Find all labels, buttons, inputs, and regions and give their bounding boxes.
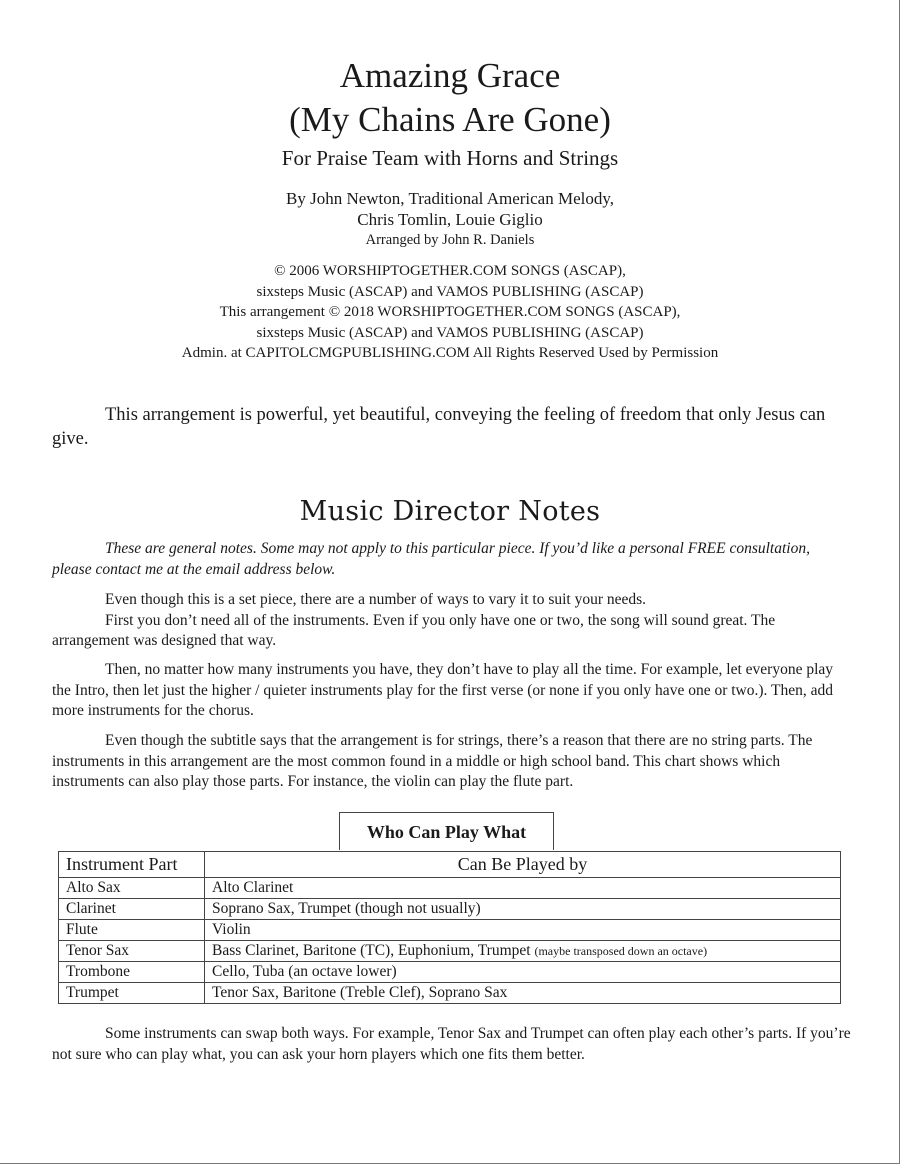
instrument-part-cell: Tenor Sax bbox=[59, 941, 205, 962]
copyright-line: © 2006 WORSHIPTOGETHER.COM SONGS (ASCAP), bbox=[274, 263, 626, 279]
credits bbox=[0, 188, 900, 250]
notes-paragraph-1b: First you don’t need all of the instruments. Even if you only have one or two, the song will sound great. The arrangement was designed that way. bbox=[52, 611, 776, 649]
played-by-cell bbox=[205, 983, 841, 1004]
table-row bbox=[59, 878, 841, 899]
credits-line-1: By John Newton, Traditional American Melody, bbox=[285, 189, 614, 208]
table-header-row bbox=[59, 852, 841, 878]
table-row bbox=[59, 941, 841, 962]
played-by-cell bbox=[205, 962, 841, 983]
played-by-text: Violin bbox=[212, 921, 251, 938]
table-row bbox=[59, 983, 841, 1004]
played-by-text: Bass Clarinet, Baritone (TC), Euphonium, Trumpet bbox=[212, 942, 531, 959]
instrument-part-cell: Flute bbox=[59, 920, 205, 941]
header-can-be-played-by: Can Be Played by bbox=[205, 852, 841, 878]
credits-line-2: Chris Tomlin, Louie Giglio bbox=[357, 210, 543, 229]
header-instrument-part: Instrument Part bbox=[59, 852, 205, 878]
played-by-text: Alto Clarinet bbox=[212, 879, 294, 896]
played-by-text: Cello, Tuba (an octave lower) bbox=[212, 963, 397, 980]
instrument-part-cell: Trumpet bbox=[59, 983, 205, 1004]
title-line-2: (My Chains Are Gone) bbox=[289, 100, 611, 139]
table-row bbox=[59, 920, 841, 941]
copyright-line: Admin. at CAPITOLCMGPUBLISHING.COM All Rights Reserved Used by Permission bbox=[181, 345, 719, 361]
notes-paragraph-1 bbox=[52, 590, 852, 652]
table-caption: Who Can Play What bbox=[339, 812, 554, 850]
copyright-line: This arrangement © 2018 WORSHIPTOGETHER.COM SONGS (ASCAP), bbox=[219, 304, 681, 320]
instrument-part-cell: Clarinet bbox=[59, 899, 205, 920]
played-by-cell bbox=[205, 920, 841, 941]
played-by-cell bbox=[205, 878, 841, 899]
played-by-text: Tenor Sax, Baritone (Treble Clef), Soprano Sax bbox=[212, 984, 508, 1001]
notes-paragraph-2: Then, no matter how many instruments you have, they don’t have to play all the time. For example, let everyone play the Intro, then let just the higher / quieter instruments play for the first verse (or none if you only have one or two.). Then, add more instruments for the chorus. bbox=[52, 661, 834, 719]
copyright-line: sixsteps Music (ASCAP) and VAMOS PUBLISHING (ASCAP) bbox=[256, 324, 644, 341]
notes-paragraph-1a: Even though this is a set piece, there are a number of ways to vary it to suit your needs. bbox=[105, 591, 647, 608]
general-notes-paragraph: These are general notes. Some may not apply to this particular piece. If you’d like a personal FREE consultation, please contact me at the email address below. bbox=[52, 540, 810, 578]
intro-paragraph: This arrangement is powerful, yet beautiful, conveying the feeling of freedom that only Jesus can give. bbox=[52, 405, 826, 449]
notes-heading: Music Director Notes bbox=[299, 496, 601, 527]
title-line-1: Amazing Grace bbox=[339, 56, 561, 95]
arranger: Arranged by John R. Daniels bbox=[365, 232, 535, 248]
notes-paragraph-3: Even though the subtitle says that the arrangement is for strings, there’s a reason that there are no string parts. The instruments in this arrangement are the most common found in a middle or high school band. This chart shows which instruments can also play those parts. For instance, the violin can play the flute part. bbox=[52, 732, 813, 790]
instrument-part-cell: Trombone bbox=[59, 962, 205, 983]
played-by-text: Soprano Sax, Trumpet (though not usually) bbox=[212, 900, 481, 917]
played-by-note: (maybe transposed down an octave) bbox=[534, 944, 708, 958]
played-by-cell bbox=[205, 941, 841, 962]
copyright-block bbox=[0, 261, 900, 364]
instrument-table bbox=[58, 851, 841, 1004]
subtitle: For Praise Team with Horns and Strings bbox=[281, 146, 619, 170]
played-by-cell bbox=[205, 899, 841, 920]
instrument-part-cell: Alto Sax bbox=[59, 878, 205, 899]
notes-paragraph-4: Some instruments can swap both ways. For example, Tenor Sax and Trumpet can often play each other’s parts. If you’re not sure who can play what, you can ask your horn players which one fits them better. bbox=[52, 1025, 851, 1063]
table-row bbox=[59, 899, 841, 920]
copyright-line: sixsteps Music (ASCAP) and VAMOS PUBLISHING (ASCAP) bbox=[256, 283, 644, 300]
table-row bbox=[59, 962, 841, 983]
